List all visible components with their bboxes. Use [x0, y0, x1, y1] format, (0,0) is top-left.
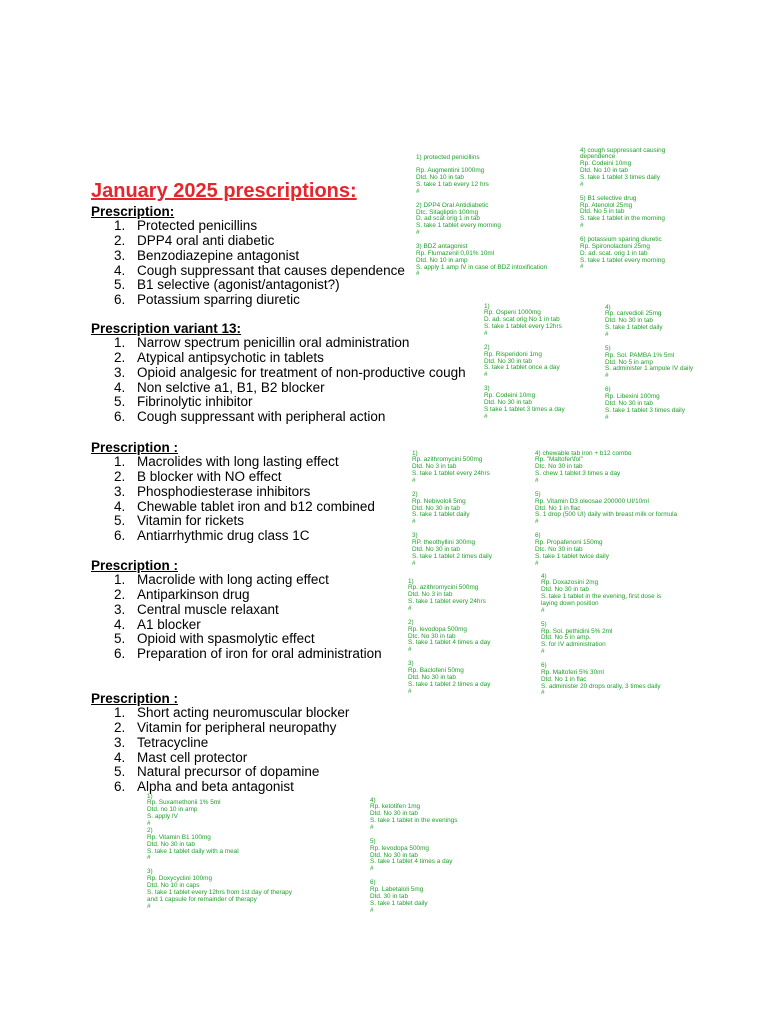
note-line: Dtd. No 10 in caps: [147, 881, 200, 889]
item-text: Benzodiazepine antagonist: [137, 247, 300, 263]
prescription-entry: [535, 533, 677, 567]
note-line: 5): [370, 837, 376, 845]
note-line: S. take 1 tablet in the morning: [580, 215, 665, 223]
note-line: 6): [535, 532, 541, 539]
note-line: #: [580, 180, 584, 188]
note-line: Rp. Vitamin D3 oleosae 200000 UI/10ml: [535, 497, 649, 505]
note-line: S. take 1 tablet daily: [370, 899, 428, 907]
item-number: 4.: [114, 262, 126, 278]
note-line: Dtd. No 10 in tab: [580, 167, 628, 175]
note-line: Rp. Risperidoni 1mg: [484, 350, 542, 358]
note-line: 4) cough suppressant causing: [580, 146, 666, 154]
note-line: D. ad. scat. orig 1 in tab: [580, 249, 648, 257]
item-number: 4.: [114, 749, 126, 765]
item-number: 6.: [114, 528, 126, 544]
item-text: Potassium sparring diuretic: [137, 292, 300, 308]
note-line: Rp. Sol. pethidini 5% 2ml: [541, 627, 613, 635]
note-line: Dtd. No 30 in tab: [484, 357, 532, 365]
note-line: Dtd. No 3 in tab: [412, 463, 457, 471]
list-item: [91, 500, 375, 515]
prescription-notes-block: [416, 155, 547, 279]
list-item: [91, 219, 405, 234]
note-line: 2): [147, 826, 153, 834]
note-line: #: [605, 331, 609, 338]
item-number: 3.: [114, 247, 126, 263]
note-line: S. take 1 tablet every 12hrs: [484, 323, 562, 331]
list-item: [91, 455, 375, 470]
item-text: B1 selective (agonist/antagonist?): [137, 277, 340, 293]
prescription-notes-block: [541, 574, 661, 698]
note-line: #: [147, 902, 151, 910]
item-text: A1 blocker: [137, 616, 201, 632]
note-line: 4): [605, 303, 611, 311]
note-line: Rp. levodopa 500mg: [408, 625, 467, 633]
list-item: [91, 485, 375, 500]
prescription-notes-block: [412, 451, 492, 568]
item-number: 3.: [114, 364, 126, 380]
note-line: #: [370, 906, 374, 914]
prescription-entry: [370, 880, 457, 914]
section-heading: Prescription :: [91, 690, 179, 706]
item-number: 2.: [114, 233, 126, 249]
note-line: Dtd. No 30 in tab: [605, 399, 653, 407]
list-item: [91, 618, 382, 633]
item-text: Mast cell protector: [137, 749, 248, 765]
note-line: Rp. Libexini 100mg: [605, 392, 660, 400]
prescription-entry: [484, 304, 565, 338]
note-line: S. take 1 tab every 12 hrs: [416, 181, 489, 188]
note-line: Rp. Doxazosini 2mg: [541, 579, 599, 587]
note-line: and 1 capsule for remainder of therapy: [147, 895, 257, 903]
note-line: Rp. Codeini 10mg: [484, 391, 536, 399]
item-number: 2.: [114, 720, 126, 736]
note-line: #: [484, 371, 488, 379]
note-line: #: [580, 222, 584, 230]
list-item: [91, 278, 405, 293]
note-line: S. take 1 tablet every 24hrs: [412, 470, 490, 478]
note-line: S. for IV administration: [541, 641, 606, 649]
note-line: Rp. Doxycyclini 100mg: [147, 875, 212, 882]
item-number: 2.: [114, 350, 126, 366]
note-line: Rp. Atenolol 25mg: [580, 201, 633, 209]
note-line: 6): [370, 879, 376, 886]
list-item: [91, 336, 466, 351]
note-line: Rp. Sol. PAMBA 1% 5ml: [605, 351, 675, 359]
note-line: Rp. carvedioli 25mg: [605, 310, 662, 318]
note-line: Rp. Suxamethonii 1% 5ml: [147, 799, 221, 807]
note-line: #: [535, 518, 539, 526]
list-item: [91, 632, 382, 647]
note-line: D. ad. scat orig No 1 in tab: [484, 316, 560, 324]
prescription-entry: [580, 148, 665, 189]
note-line: S. administer 1 ampule IV daily: [605, 365, 694, 373]
item-text: Antiparkinson drug: [137, 587, 250, 603]
note-line: Dtd. No 1 in flac: [541, 675, 587, 683]
item-text: Cough suppressant with peripheral action: [137, 409, 386, 425]
item-number: 6.: [114, 779, 126, 795]
note-line: 3): [408, 660, 414, 667]
note-line: Dtd. No 30 in tab: [412, 545, 460, 553]
note-line: S. take 1 tablet in the evening, first dose is: [541, 593, 662, 601]
note-line: S. take 1 tablet 4 times a day: [370, 858, 453, 866]
note-line: #: [535, 559, 539, 567]
note-line: 1): [412, 449, 418, 457]
note-line: S. take 1 tablet in the evenings: [370, 817, 458, 825]
note-line: S. chew 1 tablet 3 times a day: [535, 470, 621, 478]
list-item: [91, 736, 349, 751]
note-line: S. take 1 tablet 2 times a day: [408, 680, 491, 688]
prescription-entry: [408, 661, 490, 695]
item-number: 3.: [114, 483, 126, 499]
note-line: dependence: [580, 153, 616, 161]
item-text: Natural precursor of dopamine: [137, 764, 320, 780]
prescription-entry: [408, 620, 490, 654]
note-line: laying down position: [541, 600, 599, 607]
list-item: [91, 381, 466, 396]
item-text: Opioid analgesic for treatment of non-productive cough: [137, 364, 466, 380]
note-line: Rp. Flumazenil 0,01% 10ml: [416, 249, 495, 257]
prescription-entry: [541, 663, 661, 697]
note-line: Rp. Propafenoni 150mg: [535, 538, 603, 546]
prescription-entry: [408, 579, 490, 613]
note-line: Dtd. No 5 in tab: [580, 208, 625, 216]
note-line: #: [541, 689, 545, 697]
prescription-entry: [580, 237, 665, 271]
note-line: #: [541, 606, 545, 614]
item-text: Cough suppressant that causes dependence: [137, 262, 405, 278]
item-number: 2.: [114, 587, 126, 603]
note-line: S take 1 tablet 3 times a day: [484, 405, 565, 413]
note-line: #: [370, 824, 374, 831]
item-number: 1.: [114, 218, 126, 234]
item-text: Macrolide with long acting effect: [137, 572, 329, 588]
note-line: #: [408, 605, 412, 612]
prescription-section: [91, 692, 349, 795]
note-line: 3): [147, 868, 153, 876]
item-text: Opioid with spasmolytic effect: [137, 631, 315, 647]
list-item: [91, 529, 375, 544]
note-line: #: [370, 865, 374, 873]
note-line: 1): [408, 577, 414, 585]
item-number: 4.: [114, 498, 126, 514]
item-number: 4.: [114, 379, 126, 395]
prescription-entry: [416, 155, 547, 162]
note-line: Dtd. No 3 in tab: [408, 591, 453, 599]
note-line: #: [147, 820, 151, 827]
note-line: 3) BDZ antagonist: [416, 242, 468, 250]
note-line: 6): [605, 386, 611, 393]
prescription-entry: [412, 492, 492, 526]
prescription-section: [91, 322, 466, 425]
note-line: Dtd. no 10 in amp: [147, 806, 198, 814]
note-line: Rp. levodopa 500mg: [370, 844, 429, 852]
list-item: [91, 410, 466, 425]
list-item: [91, 721, 349, 736]
item-number: 5.: [114, 277, 126, 293]
note-line: S. take 1 tablet daily with a meal: [147, 847, 239, 855]
item-number: 1.: [114, 335, 126, 351]
note-line: S. 1 drop (500 UI) daily with breast milk or formula: [535, 511, 678, 519]
item-number: 1.: [114, 705, 126, 721]
note-line: #: [416, 187, 420, 195]
item-text: Macrolides with long lasting effect: [137, 454, 339, 470]
item-text: Tetracycline: [137, 734, 209, 750]
prescription-entry: [416, 244, 547, 278]
note-line: #: [605, 372, 609, 380]
note-line: Rp. ketotifen 1mg: [370, 803, 421, 811]
prescription-entry: [147, 869, 292, 910]
note-line: Dtd. No 5 in amp: [605, 358, 653, 366]
note-line: S. take 1 tablet every morning: [580, 256, 665, 264]
prescription-entry: [416, 203, 547, 237]
item-number: 5.: [114, 631, 126, 647]
note-line: S. take 1 tablet 3 times daily: [580, 174, 660, 181]
note-line: 1) protected penicillins: [416, 153, 480, 161]
section-heading: Prescription :: [91, 557, 179, 573]
note-line: Rp. Ospeni 1000mg: [484, 309, 541, 317]
note-line: S. take 1 tablet once a day: [484, 364, 560, 372]
note-line: Dtd. No 30 in tab: [370, 810, 418, 818]
note-line: 2): [408, 618, 414, 626]
note-line: S. take 1 tablet twice daily: [535, 552, 609, 560]
note-line: Dtc. No 30 in tab: [535, 463, 583, 471]
note-line: #: [412, 518, 416, 526]
note-line: Dtd. No 30 in tab: [541, 586, 589, 594]
note-line: Rp. azithromycini 500mg: [412, 456, 483, 464]
note-line: #: [484, 412, 488, 420]
note-line: 4): [541, 572, 547, 580]
list-item: [91, 264, 405, 279]
note-line: 5) B1 selective drug: [580, 194, 637, 202]
list-item: [91, 765, 349, 780]
item-text: Atypical antipsychotic in tablets: [137, 350, 324, 366]
prescription-notes-block: [535, 451, 677, 568]
prescription-notes-block: [408, 579, 490, 696]
note-line: 2): [412, 490, 418, 498]
prescription-entry: [541, 622, 661, 656]
item-text: Phosphodiesterase inhibitors: [137, 483, 311, 499]
note-line: #: [416, 270, 420, 278]
note-line: Rp. "Maltofer\fol": [535, 456, 583, 464]
note-line: Dtd. No 30 in tab: [370, 851, 418, 859]
prescription-section: [91, 441, 375, 544]
item-text: Alpha and beta antagonist: [137, 779, 294, 795]
list-item: [91, 603, 382, 618]
prescription-entry: [416, 168, 547, 196]
note-line: #: [605, 413, 609, 421]
prescription-notes-block: [605, 305, 693, 422]
note-line: D. ad scat orig 1 in tab: [416, 215, 480, 223]
note-line: S. take 1 tablet every 24hrs: [408, 598, 486, 606]
item-text: B blocker with NO effect: [137, 469, 282, 485]
prescription-entry: [412, 451, 492, 485]
list-item: [91, 573, 382, 588]
note-line: #: [412, 559, 416, 567]
note-line: S. apply IV: [147, 813, 178, 821]
note-line: S. take 1 tablet 2 times daily: [412, 552, 492, 560]
item-text: Narrow spectrum penicillin oral administration: [137, 335, 410, 351]
note-line: #: [412, 477, 416, 484]
note-line: 2) DPP4 Oral Antidiabetic: [416, 201, 489, 209]
note-line: 5): [541, 620, 547, 628]
note-line: #: [408, 646, 412, 654]
prescription-entry: [541, 574, 661, 615]
item-text: Vitamin for peripheral neuropathy: [137, 720, 337, 736]
item-number: 3.: [114, 601, 126, 617]
note-line: S. take 1 tablet daily: [605, 324, 663, 332]
note-line: #: [484, 330, 488, 337]
note-line: Dtd. No 5 in amp.: [541, 634, 591, 642]
note-line: RP. theothyllini 300mg: [412, 538, 476, 546]
note-line: S. take 1 tablet 3 times daily: [605, 406, 685, 414]
document-title: January 2025 prescriptions:: [91, 180, 357, 202]
item-number: 1.: [114, 454, 126, 470]
note-line: 1): [147, 792, 153, 800]
prescription-notes-block: [147, 794, 292, 911]
list-item: [91, 470, 375, 485]
note-line: Dtc. Sitagliptin 100mg: [416, 208, 479, 216]
note-line: Rp. Nebivololi 5mg: [412, 497, 466, 505]
section-heading: Prescription :: [91, 439, 179, 455]
note-line: Rp. azithromycini 500mg: [408, 584, 479, 592]
list-item: [91, 751, 349, 766]
note-line: Dtd. No 30 in tab: [484, 398, 532, 406]
item-text: DPP4 oral anti diabetic: [137, 233, 275, 249]
note-line: Rp. Spironolactoni 25mg: [580, 242, 650, 250]
note-line: #: [416, 229, 420, 237]
prescription-entry: [147, 794, 292, 863]
section-heading: Prescription variant 13:: [91, 320, 242, 336]
note-line: 3): [484, 385, 490, 392]
note-line: Dtd. No 30 in tab: [412, 504, 460, 512]
note-line: S. take 1 tablet every morning: [416, 222, 501, 230]
prescription-entry: [605, 346, 693, 380]
note-line: S. apply 1 amp IV in case of BDZ intoxification: [416, 263, 548, 271]
item-number: 6.: [114, 292, 126, 308]
prescription-entry: [605, 387, 693, 421]
prescription-entry: [370, 839, 457, 873]
item-text: Short acting neuromuscular blocker: [137, 705, 350, 721]
item-number: 3.: [114, 734, 126, 750]
note-line: S. take 1 tablet 4 times a day: [408, 639, 491, 647]
item-number: 4.: [114, 616, 126, 632]
list-item: [91, 588, 382, 603]
item-number: 6.: [114, 409, 126, 425]
note-line: S. take 1 tablet every 12hrs from 1st day of therapy: [147, 888, 292, 896]
prescription-entry: [484, 345, 565, 379]
item-number: 5.: [114, 394, 126, 410]
note-line: #: [580, 263, 584, 271]
prescription-entry: [484, 386, 565, 420]
item-text: Antiarrhythmic drug class 1C: [137, 528, 310, 544]
note-line: Dtd. No 1 in flac: [535, 504, 581, 512]
note-line: 5): [535, 490, 541, 498]
section-heading: Prescription:: [91, 203, 175, 219]
prescription-section: [91, 205, 405, 308]
note-line: 3): [412, 532, 418, 539]
item-text: Preparation of iron for oral administration: [137, 646, 382, 662]
list-item: [91, 351, 466, 366]
note-line: Dtd. 30 in tab: [370, 892, 409, 900]
list-item: [91, 514, 375, 529]
prescription-entry: [370, 798, 457, 832]
prescription-notes-block: [370, 798, 457, 915]
list-item: [91, 706, 349, 721]
note-line: S. administer 20 drops orally, 3 times daily: [541, 682, 661, 690]
note-line: Rp. Augmentini 1000mg: [416, 167, 485, 175]
note-line: S. take 1 tablet daily: [412, 511, 470, 519]
list-item: [91, 366, 466, 381]
note-line: #: [535, 477, 539, 484]
note-line: Dtd. No 10 in tab: [416, 174, 464, 182]
note-line: #: [408, 687, 412, 695]
prescription-notes-block: [580, 148, 665, 272]
note-line: Dtc. No 30 in tab: [408, 632, 456, 640]
prescription-notes-block: [484, 304, 565, 421]
list-item: [91, 395, 466, 410]
prescription-section: [91, 559, 382, 662]
list-item: [91, 234, 405, 249]
note-line: Rp. Baclofeni 50mg: [408, 666, 464, 674]
item-number: 5.: [114, 764, 126, 780]
note-line: 4): [370, 796, 376, 804]
item-text: Non selctive a1, B1, B2 blocker: [137, 379, 325, 395]
note-line: Dtd. No 30 in tab: [408, 673, 456, 681]
note-line: Dtd. No 30 in tab: [605, 317, 653, 325]
item-text: Vitamin for rickets: [137, 513, 245, 529]
list-item: [91, 293, 405, 308]
note-line: Rp. Labetaloli 5mg: [370, 885, 424, 893]
item-text: Central muscle relaxant: [137, 601, 279, 617]
item-number: 6.: [114, 646, 126, 662]
note-line: Rp. Maltoferi 5% 30ml: [541, 668, 604, 676]
list-item: [91, 647, 382, 662]
list-item: [91, 249, 405, 264]
prescription-entry: [605, 305, 693, 339]
item-number: 2.: [114, 469, 126, 485]
note-line: #: [541, 648, 545, 656]
prescription-entry: [535, 451, 677, 485]
item-number: 1.: [114, 572, 126, 588]
note-line: Rp. Vitamin B1 100mg: [147, 833, 211, 841]
note-line: Dtd. No 10 in amp: [416, 256, 468, 264]
item-number: 5.: [114, 513, 126, 529]
note-line: Rp. Codeini 10mg: [580, 160, 632, 168]
note-line: 6): [541, 661, 547, 669]
item-text: Chewable tablet iron and b12 combined: [137, 498, 375, 514]
prescription-entry: [535, 492, 677, 526]
note-line: 2): [484, 343, 490, 351]
note-line: 5): [605, 344, 611, 352]
note-line: 6) potassium sparing diuretic: [580, 235, 662, 243]
note-line: 4) chewable tab iron + b12 combo: [535, 449, 632, 457]
item-text: Protected penicillins: [137, 218, 258, 234]
note-line: Dtd. No 30 in tab: [147, 840, 195, 848]
item-text: Fibrinolytic inhibitor: [137, 394, 253, 410]
note-line: #: [147, 854, 151, 862]
note-line: 1): [484, 302, 490, 310]
note-line: Dtc. No 30 in tab: [535, 545, 583, 553]
prescription-entry: [580, 196, 665, 230]
prescription-entry: [412, 533, 492, 567]
